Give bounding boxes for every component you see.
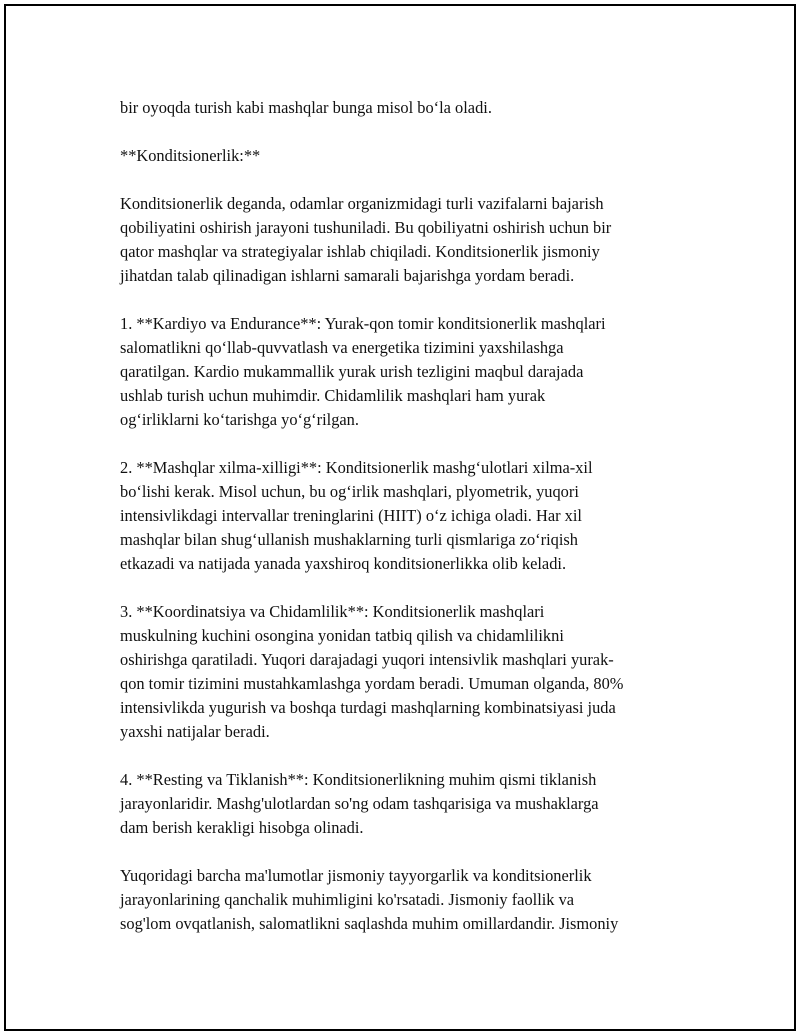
paragraph-summary: Yuqoridagi barcha ma'lumotlar jismoniy tayyorgarlik va konditsionerlik jarayonlarining qanchalik muhimligini ko'rsatadi. Jismoniy faollik va sog'lom ovqatlanish, salomatlikni saqlashda muhim omillardandir. Jismoniy [120,866,619,933]
list-item-1: 1. **Kardiyo va Endurance**: Yurak-qon tomir konditsionerlik mashqlari salomatlikni qo‘llab-quvvatlash va energetika tizimini yaxshilashga qaratilgan. Kardio mukammallik yurak urish tezligini maqbul darajada ushlab turish uchun muhimdir. Chidamlilik mashqlari ham yurak og‘irliklarni ko‘tarishga yo‘g‘rilgan. [120,314,606,429]
document-page [4,4,796,1031]
paragraph-continuation: bir oyoqda turish kabi mashqlar bunga misol bo‘la oladi. [120,98,492,117]
list-item-3: 3. **Koordinatsiya va Chidamlilik**: Konditsionerlik mashqlari muskulning kuchini osongina yonidan tatbiq qilish va chidamlilikni oshirishga qaratiladi. Yuqori darajadagi yuqori intensivlik mashqlari yurak- qon tomir tizimini mustahkamlashga yordam beradi. Umuman olganda, 80% intensivlikda yugurish va boshqa turdagi mashqlarning kombinatsiyasi juda yaxshi natijalar beradi. [120,602,624,741]
paragraph-intro: Konditsionerlik deganda, odamlar organizmidagi turli vazifalarni bajarish qobiliyatini oshirish jarayoni tushuniladi. Bu qobiliyatni oshirish uchun bir qator mashqlar va strategiyalar ishlab chiqiladi. Konditsionerlik jismoniy jihatdan talab qilinadigan ishlarni samarali bajarishga yordam beradi. [120,194,612,285]
list-item-4: 4. **Resting va Tiklanish**: Konditsionerlikning muhim qismi tiklanish jarayonlaridir. Mashg'ulotlardan so'ng odam tashqarisiga va mushaklarga dam berish kerakligi hisobga olinadi. [120,770,599,837]
list-item-2: 2. **Mashqlar xilma-xilligi**: Konditsionerlik mashg‘ulotlari xilma-xil bo‘lishi kerak. Misol uchun, bu og‘irlik mashqlari, plyometrik, yuqori intensivlikdagi intervallar treninglarini (HIIT) o‘z ichiga oladi. Har xil mashqlar bilan shug‘ullanish mushaklarning turli qismlariga zo‘riqish etkazadi va natijada yanada yaxshiroq konditsionerlikka olib keladi. [120,458,593,573]
section-heading: **Konditsionerlik:** [120,146,261,165]
document-body [120,96,695,960]
